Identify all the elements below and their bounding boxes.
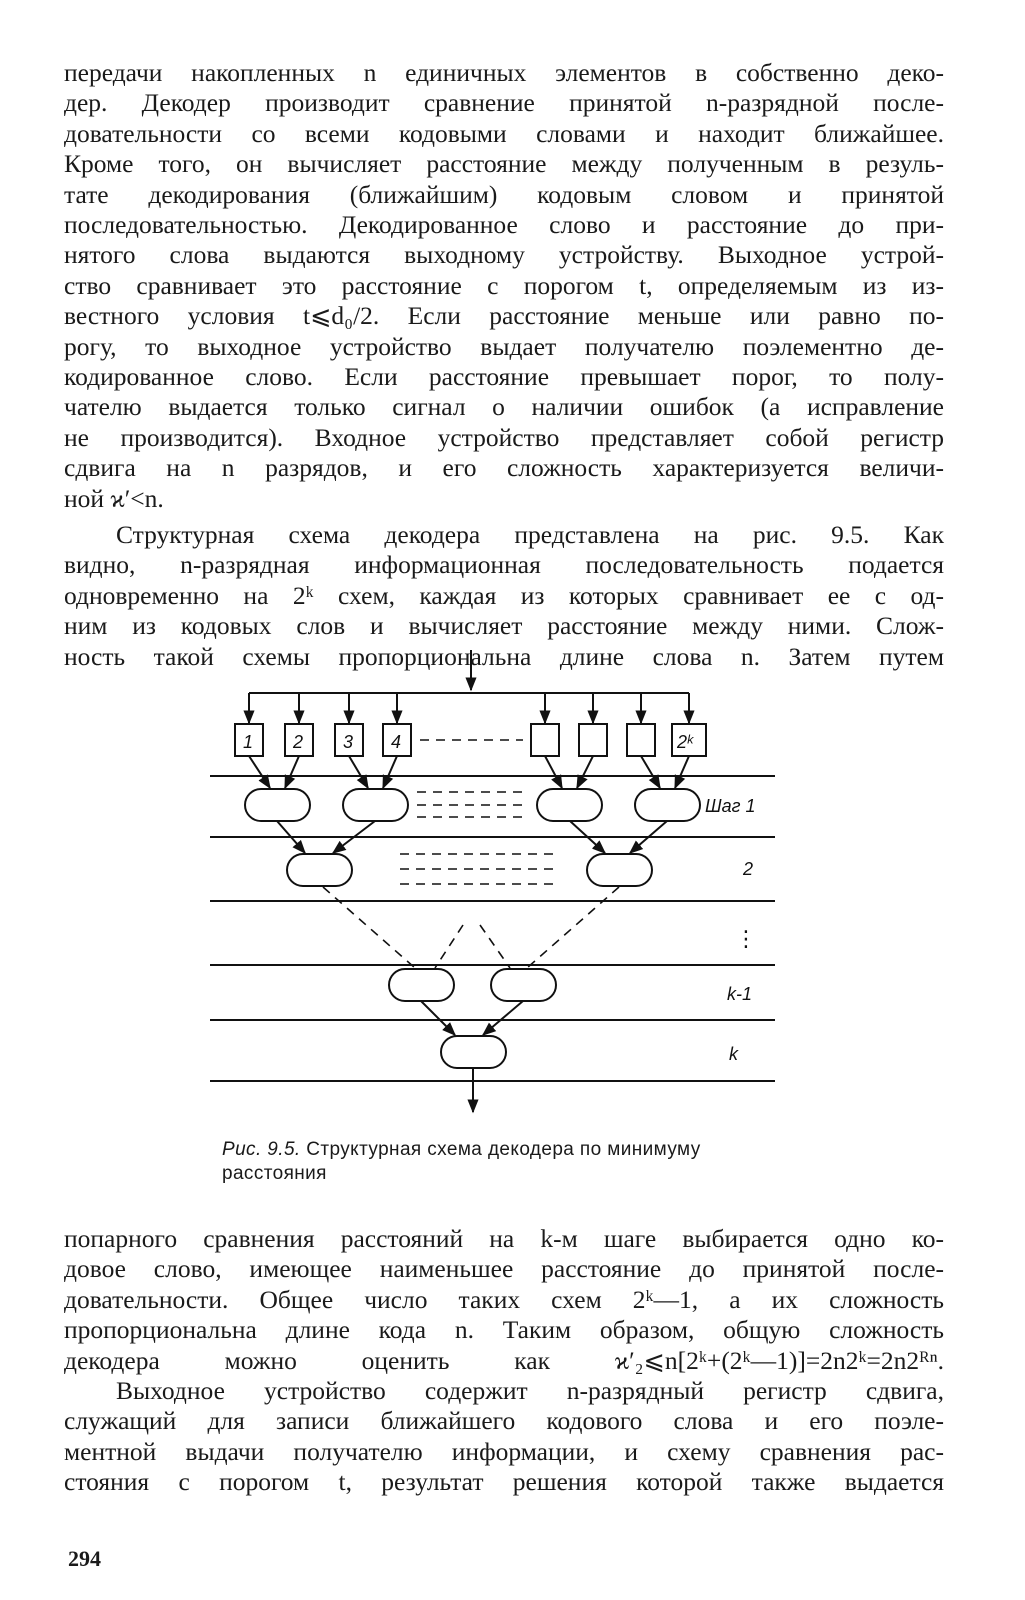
box-label: 2 xyxy=(293,732,304,752)
text-line: довательности. Общее число таких схем 2ᵏ—1, а их сложность xyxy=(64,1284,944,1314)
text-line: служащий для записи ближайшего кодового слова и его поэле- xyxy=(64,1406,944,1436)
text-line: довое слово, имеющее наименьшее расстояние до принятой после- xyxy=(64,1254,944,1284)
text-line: чателю выдается только сигнал о наличии ошибок (а исправление xyxy=(64,392,944,422)
box-label: 2ᵏ xyxy=(677,732,693,752)
text-line: стояния с порогом t, результат решения которой также выдается xyxy=(64,1467,944,1497)
text-line: пропорциональна длине кода n. Таким образом, общую сложность xyxy=(64,1315,944,1345)
step2-node xyxy=(587,854,652,886)
text-line: кодированное слово. Если расстояние превышает порог, то полу- xyxy=(64,362,944,392)
arrow xyxy=(249,756,270,788)
text-line: Структурная схема декодера представлена на рис. 9.5. Как xyxy=(116,520,944,549)
arrow xyxy=(545,756,562,788)
box-label: 3 xyxy=(343,732,354,752)
text-line: ной ϰ′<n. xyxy=(64,483,164,513)
text-line: одновременно на 2ᵏ схем, каждая из которых сравнивает ее с од- xyxy=(64,580,944,610)
text-line: Кроме того, он вычисляет расстояние между полученным в резуль- xyxy=(64,149,944,179)
arrow xyxy=(483,1001,523,1035)
text-line: тате декодирования (ближайшим) кодовым словом и принятой xyxy=(64,179,944,209)
decoder-structure-diagram xyxy=(205,650,780,1120)
comparator-box xyxy=(531,724,559,756)
step-label: Шаг 1 xyxy=(705,796,756,816)
caption-label: Рис. 9.5. xyxy=(222,1139,301,1160)
arrow xyxy=(577,756,593,788)
step-label: ⋮ xyxy=(735,926,757,951)
step-k-minus-1-node xyxy=(389,969,454,1001)
arrow xyxy=(383,756,397,788)
text-line: передачи накопленных n единичных элементов в собственно деко- xyxy=(64,58,944,87)
text-line: ментной выдачи получателю информации, и схему сравнения рас- xyxy=(64,1436,944,1466)
text-line: дер. Декодер производит сравнение принятой n-разрядной после- xyxy=(64,88,944,118)
dashed-connection xyxy=(480,925,510,968)
box-label: 1 xyxy=(243,732,254,752)
paragraph-pairwise-comparison xyxy=(64,1224,944,1376)
step2-node xyxy=(287,854,352,886)
step-k-node xyxy=(441,1036,506,1068)
box-label: 4 xyxy=(391,732,402,752)
text-line: декодера можно оценить как ϰ′₂⩽n[2ᵏ+(2ᵏ—1)]=2n2ᵏ=2n2ᴿⁿ. xyxy=(64,1345,944,1375)
arrow xyxy=(285,756,299,788)
step-label: 2 xyxy=(743,859,754,879)
text-line: нятого слова выдаются выходному устройству. Выходное устрой- xyxy=(64,240,944,270)
text-line: ство сравнивает это расстояние с порогом t, определяемым из из- xyxy=(64,270,944,300)
text-line: попарного сравнения расстояний на k-м шаге выбирается одно ко- xyxy=(64,1224,944,1253)
text-line: не производится). Входное устройство представляет собой регистр xyxy=(64,422,944,452)
text-line: вестного условия t⩽d₀/2. Если расстояние меньше или равно по- xyxy=(64,301,944,331)
page-number: 294 xyxy=(68,1546,101,1571)
comparator-box xyxy=(627,724,655,756)
figure-caption xyxy=(222,1138,782,1186)
dashed-connection xyxy=(323,887,415,968)
step1-node xyxy=(343,789,408,821)
text-line: рогу, то выходное устройство выдает получателю поэлементно де- xyxy=(64,331,944,361)
caption-text-line2: расстояния xyxy=(222,1163,327,1184)
step-k-minus-1-node xyxy=(491,969,556,1001)
paragraph-output-device xyxy=(64,1376,944,1498)
step-label: k-1 xyxy=(727,984,753,1004)
arrow xyxy=(641,756,660,788)
text-line: довательности со всеми кодовыми словами и находит ближайшее. xyxy=(64,118,944,148)
step1-node xyxy=(537,789,602,821)
step1-node xyxy=(635,789,700,821)
comparator-box xyxy=(579,724,607,756)
text-line: ность такой схемы пропорциональна длине слова n. Затем путем xyxy=(64,641,944,671)
caption-text: Структурная схема декодера по минимуму xyxy=(306,1139,701,1160)
text-line: видно, n-разрядная информационная последовательность подается xyxy=(64,550,944,580)
arrow xyxy=(675,756,689,788)
arrow xyxy=(349,756,368,788)
text-line: ним из кодовых слов и вычисляет расстояние между ними. Слож- xyxy=(64,611,944,641)
text-line: сдвига на n разрядов, и его сложность характеризуется величи- xyxy=(64,453,944,483)
diagram-svg xyxy=(205,650,780,1120)
arrow xyxy=(421,1001,455,1035)
step-label: k xyxy=(729,1044,738,1064)
text-line: Выходное устройство содержит n-разрядный регистр сдвига, xyxy=(116,1376,944,1405)
paragraph-decoder-description xyxy=(64,58,944,514)
step1-node xyxy=(245,789,310,821)
text-line: последовательностью. Декодированное слово и расстояние до при- xyxy=(64,210,944,240)
dashed-connection xyxy=(435,925,463,968)
dashed-connection xyxy=(527,887,619,968)
